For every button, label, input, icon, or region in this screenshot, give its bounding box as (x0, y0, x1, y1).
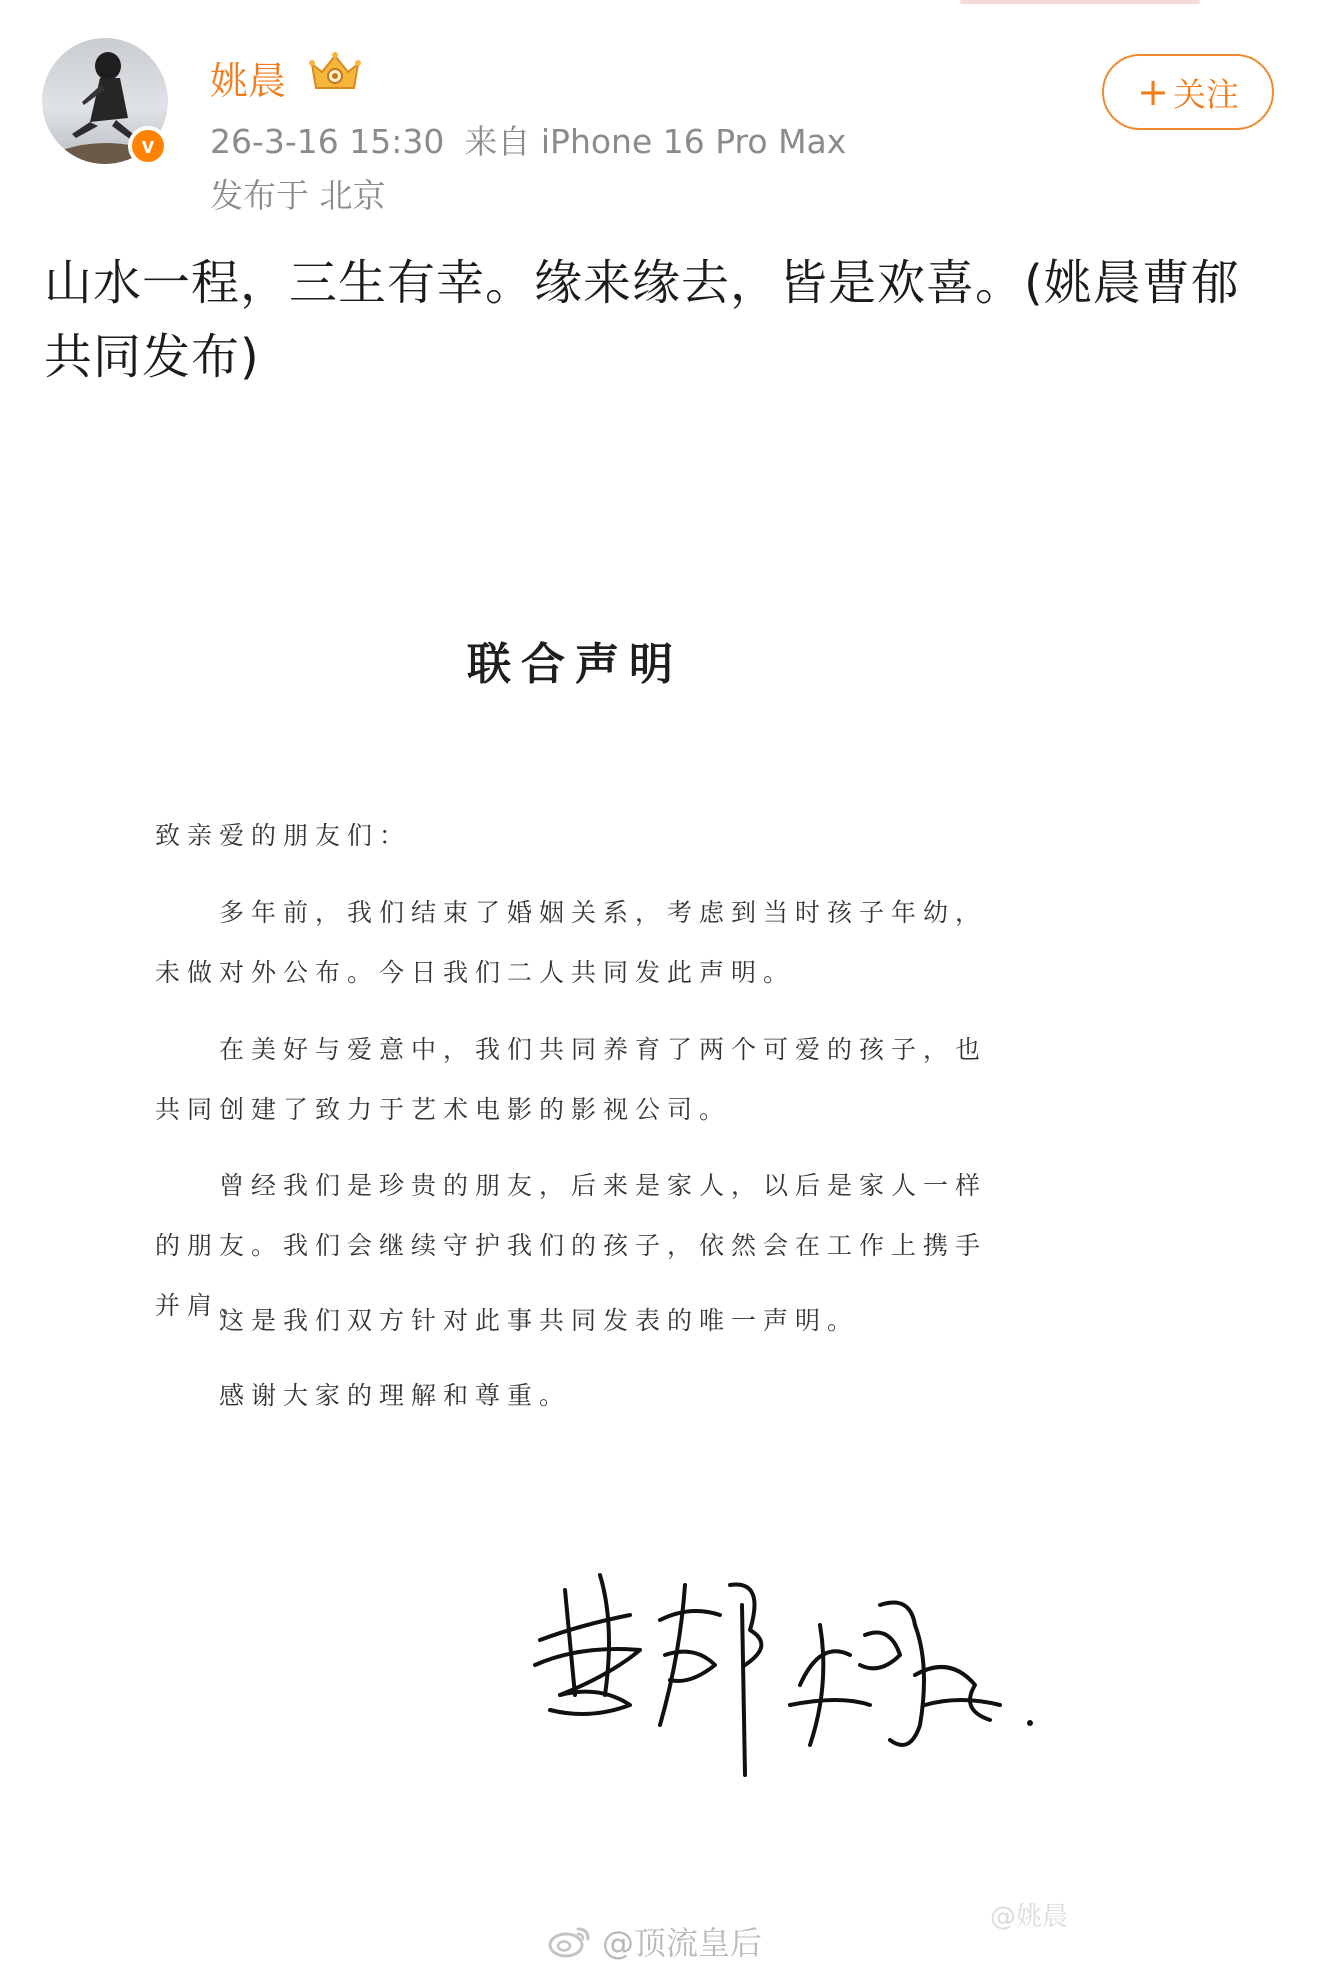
statement-salutation: 致亲爱的朋友们： (155, 821, 412, 850)
verified-badge-icon: v (128, 126, 168, 166)
top-strip (960, 0, 1200, 4)
author-name[interactable]: 姚晨 (210, 59, 287, 103)
statement-paragraph: 曾经我们是珍贵的朋友，后来是家人，以后是家人一样的朋友。我们会继续守护我们的孩子，依然会在工作上携手并肩。 (155, 1171, 988, 1320)
post-text: 山水一程，三生有幸。缘来缘去，皆是欢喜。(姚晨曹郁共同发布) (44, 255, 1240, 385)
follow-button[interactable] (1102, 54, 1274, 130)
statement-paragraph: 多年前，我们结束了婚姻关系，考虑到当时孩子年幼，未做对外公布。今日我们二人共同发此声明。 (155, 898, 988, 987)
watermark-handle: @顶流皇后 (602, 1924, 763, 1962)
post-timestamp: 26-3-16 15:30 (210, 122, 445, 161)
statement-paragraph: 在美好与爱意中，我们共同养育了两个可爱的孩子，也共同创建了致力于艺术电影的影视公司。 (155, 1035, 988, 1124)
post-source: 来自 iPhone 16 Pro Max (464, 122, 847, 161)
post-meta (210, 116, 846, 163)
weibo-watermark (548, 1916, 762, 1966)
follow-label: 关注 (1172, 74, 1239, 114)
avatar[interactable] (42, 38, 168, 164)
statement-paragraph: 感谢大家的理解和尊重。 (219, 1381, 572, 1410)
statement-title: 联合声明 (467, 639, 683, 690)
plus-icon: + (1137, 70, 1169, 114)
post-location: 发布于 北京 (210, 176, 386, 215)
weibo-logo-icon (548, 1923, 592, 1959)
watermark-right: @姚晨 (990, 1902, 1069, 1932)
handwritten-signature (520, 1545, 1080, 1785)
statement-paragraph: 这是我们双方针对此事共同发表的唯一声明。 (219, 1306, 860, 1335)
vip-crown-icon (306, 50, 364, 96)
